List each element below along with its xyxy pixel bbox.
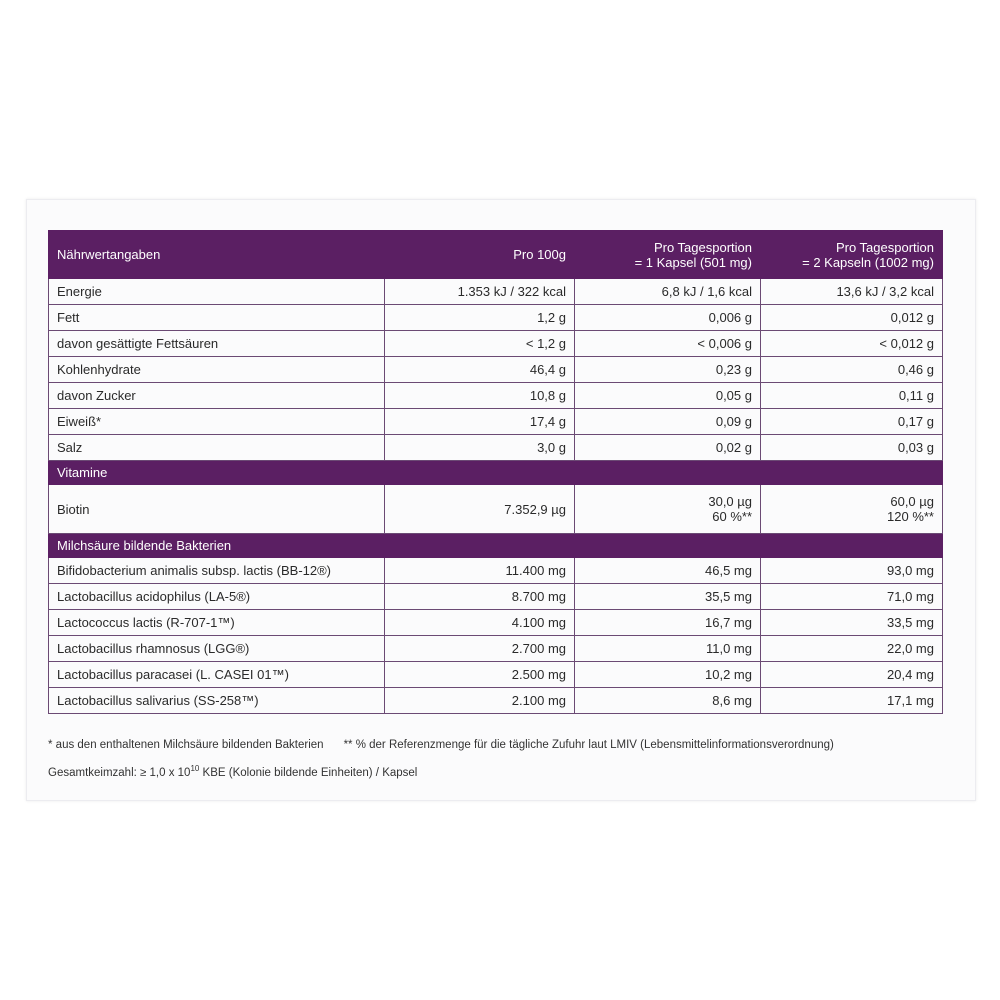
header-nutrient: Nährwertangaben bbox=[49, 231, 385, 279]
value-per-1-capsule: 0,09 g bbox=[575, 409, 761, 435]
nutrient-name: Biotin bbox=[49, 485, 385, 534]
value-per-1-capsule: 16,7 mg bbox=[575, 610, 761, 636]
table-header-row bbox=[49, 231, 943, 279]
nutrient-name: Lactobacillus acidophilus (LA-5®) bbox=[49, 584, 385, 610]
nutrient-name: Salz bbox=[49, 435, 385, 461]
nutrient-name: Bifidobacterium animalis subsp. lactis (BB-12®) bbox=[49, 558, 385, 584]
value-per-2-capsules: 0,03 g bbox=[761, 435, 943, 461]
value-per-2-capsules: 71,0 mg bbox=[761, 584, 943, 610]
nutrient-name: Kohlenhydrate bbox=[49, 357, 385, 383]
value-per-1-capsule: 30,0 µg 60 %** bbox=[575, 485, 761, 534]
nutrient-name: Energie bbox=[49, 279, 385, 305]
header-per-2-capsules: Pro Tagesportion = 2 Kapseln (1002 mg) bbox=[761, 231, 943, 279]
value-per-2-capsules: 0,11 g bbox=[761, 383, 943, 409]
nutrient-name: Lactobacillus rhamnosus (LGG®) bbox=[49, 636, 385, 662]
value-per-2-capsules: 0,17 g bbox=[761, 409, 943, 435]
value-per-2-capsules: 0,012 g bbox=[761, 305, 943, 331]
value-per-1-capsule: 0,23 g bbox=[575, 357, 761, 383]
value-per-100g: 2.100 mg bbox=[385, 688, 575, 714]
table-row bbox=[49, 305, 943, 331]
value-per-1-capsule: 11,0 mg bbox=[575, 636, 761, 662]
value-per-1-capsule: 0,05 g bbox=[575, 383, 761, 409]
table-row bbox=[49, 662, 943, 688]
nutrient-name: Lactobacillus salivarius (SS-258™) bbox=[49, 688, 385, 714]
value-per-2-capsules: 17,1 mg bbox=[761, 688, 943, 714]
value-per-1-capsule: 35,5 mg bbox=[575, 584, 761, 610]
value-per-2-capsules: 0,46 g bbox=[761, 357, 943, 383]
value-per-2-capsules: 60,0 µg 120 %** bbox=[761, 485, 943, 534]
value-per-100g: 2.700 mg bbox=[385, 636, 575, 662]
header-per-100g: Pro 100g bbox=[385, 231, 575, 279]
value-per-1-capsule: 46,5 mg bbox=[575, 558, 761, 584]
nutrition-table bbox=[48, 230, 943, 714]
value-per-2-capsules: 33,5 mg bbox=[761, 610, 943, 636]
value-per-2-capsules: 20,4 mg bbox=[761, 662, 943, 688]
value-per-2-capsules: < 0,012 g bbox=[761, 331, 943, 357]
value-per-1-capsule: 6,8 kJ / 1,6 kcal bbox=[575, 279, 761, 305]
table-row bbox=[49, 610, 943, 636]
nutrient-name: Fett bbox=[49, 305, 385, 331]
value-per-1-capsule: 0,02 g bbox=[575, 435, 761, 461]
nutrient-name: Eiweiß* bbox=[49, 409, 385, 435]
table-row bbox=[49, 409, 943, 435]
table-row bbox=[49, 435, 943, 461]
value-per-100g: 3,0 g bbox=[385, 435, 575, 461]
table-row bbox=[49, 558, 943, 584]
table-row bbox=[49, 584, 943, 610]
value-per-1-capsule: 8,6 mg bbox=[575, 688, 761, 714]
footnotes bbox=[48, 736, 958, 784]
value-per-100g: 8.700 mg bbox=[385, 584, 575, 610]
table-row bbox=[49, 485, 943, 534]
value-per-100g: 11.400 mg bbox=[385, 558, 575, 584]
footnote-protein: * aus den enthaltenen Milchsäure bildenden Bakterien bbox=[48, 739, 324, 751]
table-row bbox=[49, 331, 943, 357]
value-per-100g: 46,4 g bbox=[385, 357, 575, 383]
value-per-2-capsules: 22,0 mg bbox=[761, 636, 943, 662]
table-row bbox=[49, 279, 943, 305]
value-per-100g: 1,2 g bbox=[385, 305, 575, 331]
nutrient-name: davon Zucker bbox=[49, 383, 385, 409]
table-row bbox=[49, 383, 943, 409]
table-row bbox=[49, 357, 943, 383]
value-per-100g: < 1,2 g bbox=[385, 331, 575, 357]
value-per-100g: 17,4 g bbox=[385, 409, 575, 435]
value-per-2-capsules: 93,0 mg bbox=[761, 558, 943, 584]
section-vitamins: Vitamine bbox=[49, 461, 943, 485]
nutrient-name: Lactococcus lactis (R-707-1™) bbox=[49, 610, 385, 636]
value-per-2-capsules: 13,6 kJ / 3,2 kcal bbox=[761, 279, 943, 305]
value-per-100g: 10,8 g bbox=[385, 383, 575, 409]
header-per-1-capsule: Pro Tagesportion = 1 Kapsel (501 mg) bbox=[575, 231, 761, 279]
value-per-100g: 7.352,9 µg bbox=[385, 485, 575, 534]
table-row bbox=[49, 636, 943, 662]
footnote-reference: ** % der Referenzmenge für die tägliche Zufuhr laut LMIV (Lebensmittelinformationsverordnung) bbox=[343, 739, 834, 751]
value-per-100g: 1.353 kJ / 322 kcal bbox=[385, 279, 575, 305]
section-bacteria: Milchsäure bildende Bakterien bbox=[49, 534, 943, 558]
value-per-1-capsule: 10,2 mg bbox=[575, 662, 761, 688]
value-per-1-capsule: < 0,006 g bbox=[575, 331, 761, 357]
value-per-100g: 4.100 mg bbox=[385, 610, 575, 636]
germ-count: Gesamtkeimzahl: ≥ 1,0 x $10^{10}$ KBE (Kolonie bildende Einheiten) / Kapsel bbox=[48, 764, 418, 779]
table-row bbox=[49, 688, 943, 714]
nutrient-name: davon gesättigte Fettsäuren bbox=[49, 331, 385, 357]
nutrient-name: Lactobacillus paracasei (L. CASEI 01™) bbox=[49, 662, 385, 688]
footnote-line-1 bbox=[48, 736, 958, 760]
value-per-100g: 2.500 mg bbox=[385, 662, 575, 688]
value-per-1-capsule: 0,006 g bbox=[575, 305, 761, 331]
